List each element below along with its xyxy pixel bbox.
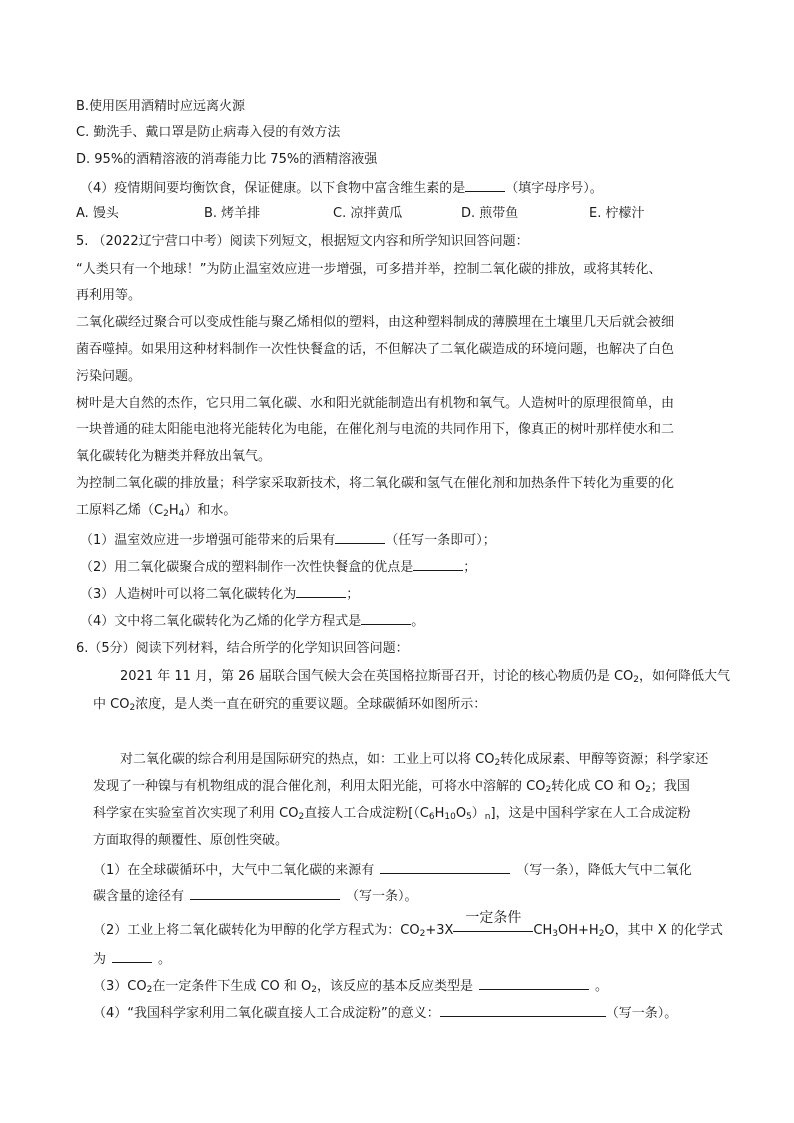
q5-p2-line3: 污染问题。 bbox=[76, 369, 142, 384]
condition-label: 一定条件 bbox=[465, 910, 522, 926]
text: ，如何降低大气 bbox=[639, 669, 731, 684]
answer-blank bbox=[335, 530, 385, 544]
subscript: 4 bbox=[178, 509, 185, 519]
q6-sub2-equation bbox=[93, 910, 723, 940]
text: 转化成尿素、甲醇等资源；科学家还 bbox=[500, 752, 709, 767]
reaction-condition bbox=[453, 910, 533, 940]
q6-sub3 bbox=[93, 976, 608, 996]
subscript: 5 bbox=[466, 812, 472, 822]
text: ；我国 bbox=[650, 779, 690, 794]
subscript: 2 bbox=[545, 785, 552, 795]
text: 2021 年 11 月，第 26 届联合国气候大会在英国格拉斯哥召开，讨论的核心物质仍是 CO bbox=[120, 669, 634, 684]
subscript: n bbox=[484, 812, 491, 822]
food-option-c: C. 凉拌黄瓜 bbox=[333, 206, 403, 221]
subscript: 2 bbox=[645, 785, 651, 795]
text: 转化成 CO 和 O bbox=[551, 779, 646, 794]
q5-p3-line3: 氧化碳转化为糖类并释放出氧气。 bbox=[76, 449, 272, 464]
q5-p2-line1: 二氧化碳经过聚合可以变成性能与聚乙烯相似的塑料，由这种塑料制成的薄膜埋在土壤里几天后就会被细 bbox=[76, 315, 675, 330]
q6-m3 bbox=[120, 751, 708, 769]
text: ]，这是中国科学家在人工合成淀粉 bbox=[490, 806, 691, 821]
answer-blank bbox=[112, 949, 152, 963]
text: ）和水。 bbox=[184, 503, 237, 518]
text: 。 bbox=[158, 952, 172, 967]
q6-sub2-line2 bbox=[93, 949, 171, 969]
subscript: 2 bbox=[419, 929, 426, 939]
answer-blank bbox=[361, 611, 411, 625]
text: 浓度，是人类一直在研究的重要议题。全球碳循环如图所示： bbox=[135, 697, 487, 712]
q5-p1-line2: 再利用等。 bbox=[76, 288, 142, 303]
q6-m6: 方面取得的颠覆性、原创性突破。 bbox=[93, 833, 289, 848]
text: （1）温室效应进一步增强可能带来的后果有 bbox=[80, 533, 336, 548]
subscript: 2 bbox=[633, 675, 640, 685]
subscript: 10 bbox=[444, 812, 456, 822]
q6-sub4 bbox=[93, 1003, 677, 1023]
text: +3X bbox=[425, 923, 454, 938]
text: ，该反应的基本反应类型是 bbox=[317, 979, 474, 994]
text: 在一定条件下生成 CO 和 O bbox=[152, 979, 312, 994]
q5-p3-line1: 树叶是大自然的杰作，它只用二氧化碳、水和阳光就能制造出有机物和氧气。人造树叶的原理很简单，由 bbox=[76, 396, 675, 411]
text: （3）CO bbox=[93, 979, 147, 994]
text: 。 bbox=[595, 979, 609, 994]
answer-blank bbox=[479, 976, 589, 990]
answer-blank bbox=[190, 886, 340, 900]
text: 直接人工合成淀粉[（C bbox=[304, 806, 429, 821]
text: （2）工业上将二氧化碳转化为甲醇的化学方程式为：CO bbox=[93, 923, 420, 938]
text: H bbox=[434, 806, 445, 821]
q6-m1 bbox=[120, 668, 730, 686]
text: 对二氧化碳的综合利用是国际研究的热点，如：工业上可以将 CO bbox=[120, 752, 495, 767]
option-d: D. 95%的酒精溶液的消毒能力比 75%的酒精溶液强 bbox=[76, 152, 378, 167]
text: O bbox=[455, 806, 467, 821]
text: H bbox=[168, 503, 179, 518]
text: 科学家在实验室首次实现了利用 CO bbox=[93, 806, 299, 821]
q5-header: 5. （2022辽宁营口中考）阅读下列短文，根据短文内容和所学知识回答问题： bbox=[76, 234, 529, 249]
text: 为 bbox=[93, 952, 107, 967]
question-4 bbox=[80, 178, 603, 198]
text: （写一条）。 bbox=[346, 889, 418, 904]
text: （3）人造树叶可以将二氧化碳转化为 bbox=[80, 587, 297, 602]
q5-p1-line1: “人类只有一个地球！”为防止温室效应进一步增强，可多措并举，控制二氧化碳的排放，或将其转化、 bbox=[76, 262, 662, 277]
subscript: 2 bbox=[146, 985, 153, 995]
subscript: 2 bbox=[129, 703, 136, 713]
q6-header: 6.（5分）阅读下列材料，结合所学的化学知识回答问题： bbox=[76, 641, 409, 656]
subscript: 2 bbox=[494, 758, 501, 768]
answer-blank bbox=[413, 557, 463, 571]
q5-sub4 bbox=[80, 611, 424, 631]
food-option-a: A. 馒头 bbox=[76, 206, 119, 221]
food-option-e: E. 柠檬汁 bbox=[589, 206, 645, 221]
subscript: 3 bbox=[552, 929, 558, 939]
q6-m2 bbox=[93, 696, 486, 714]
q5-sub1 bbox=[80, 530, 496, 550]
food-option-b: B. 烤羊排 bbox=[204, 206, 261, 221]
text: （任写一条即可）； bbox=[385, 533, 496, 548]
text: （4）文中将二氧化碳转化为乙烯的化学方程式是 bbox=[80, 614, 362, 629]
q6-m4 bbox=[93, 778, 690, 796]
subscript: 2 bbox=[298, 812, 305, 822]
q6-sub1-line2 bbox=[93, 886, 418, 906]
text: CH bbox=[533, 923, 553, 938]
subscript: 2 bbox=[311, 985, 318, 995]
food-option-d: D. 煎带鱼 bbox=[461, 206, 519, 221]
text: 碳含量的途径有 bbox=[93, 889, 185, 904]
subscript: 2 bbox=[163, 509, 169, 519]
q5-sub2 bbox=[80, 557, 476, 577]
answer-blank bbox=[296, 584, 346, 598]
answer-blank bbox=[465, 178, 505, 192]
q6-m5 bbox=[93, 805, 691, 823]
text: （4）“我国科学家利用二氧化碳直接人工合成淀粉”的意义： bbox=[93, 1006, 440, 1021]
q5-sub3 bbox=[80, 584, 359, 604]
text: O，其中 X 的化学式 bbox=[604, 923, 723, 938]
text: 。 bbox=[411, 614, 425, 629]
text: ； bbox=[463, 560, 477, 575]
text: （写一条），降低大气中二氧化 bbox=[516, 863, 692, 878]
text: ； bbox=[346, 587, 360, 602]
food-options bbox=[76, 205, 644, 223]
text: （1）在全球碳循环中，大气中二氧化碳的来源有 bbox=[93, 863, 375, 878]
subscript: 6 bbox=[428, 812, 435, 822]
question-4-tail: （填字母序号）。 bbox=[505, 181, 603, 196]
text: 中 CO bbox=[93, 697, 130, 712]
text: 发现了一种镍与有机物组成的混合催化剂，利用太阳光能，可将水中溶解的 CO bbox=[93, 779, 546, 794]
question-4-text: （4）疫情期间要均衡饮食，保证健康。以下食物中富含维生素的是 bbox=[80, 181, 466, 196]
option-b: B.使用医用酒精时应远离火源 bbox=[76, 99, 246, 114]
q5-p4-line1: 为控制二氧化碳的排放量；科学家采取新技术，将二氧化碳和氢气在催化剂和加热条件下转化为重要的化 bbox=[76, 476, 675, 491]
option-c: C. 勤洗手、戴口罩是防止病毒入侵的有效方法 bbox=[76, 125, 341, 140]
answer-blank bbox=[380, 860, 510, 874]
text: OH+H bbox=[558, 923, 599, 938]
q6-sub1-line1 bbox=[93, 860, 692, 880]
answer-blank bbox=[440, 1003, 606, 1017]
text: ） bbox=[471, 806, 485, 821]
text: 工原料乙烯（C bbox=[76, 503, 164, 518]
text: （2）用二氧化碳聚合成的塑料制作一次性快餐盒的优点是 bbox=[80, 560, 414, 575]
subscript: 2 bbox=[598, 929, 605, 939]
text: （写一条）。 bbox=[605, 1006, 678, 1021]
q5-p3-line2: 一块普通的硅太阳能电池将光能转化为电能，在催化剂与电流的共同作用下，像真正的树叶那样使水和二 bbox=[76, 422, 675, 437]
q5-p4-line2 bbox=[76, 502, 236, 520]
q5-p2-line2: 菌吞噬掉。如果用这种材料制作一次性快餐盒的话，不但解决了二氧化碳造成的环境问题，也解决了白色 bbox=[76, 342, 675, 357]
